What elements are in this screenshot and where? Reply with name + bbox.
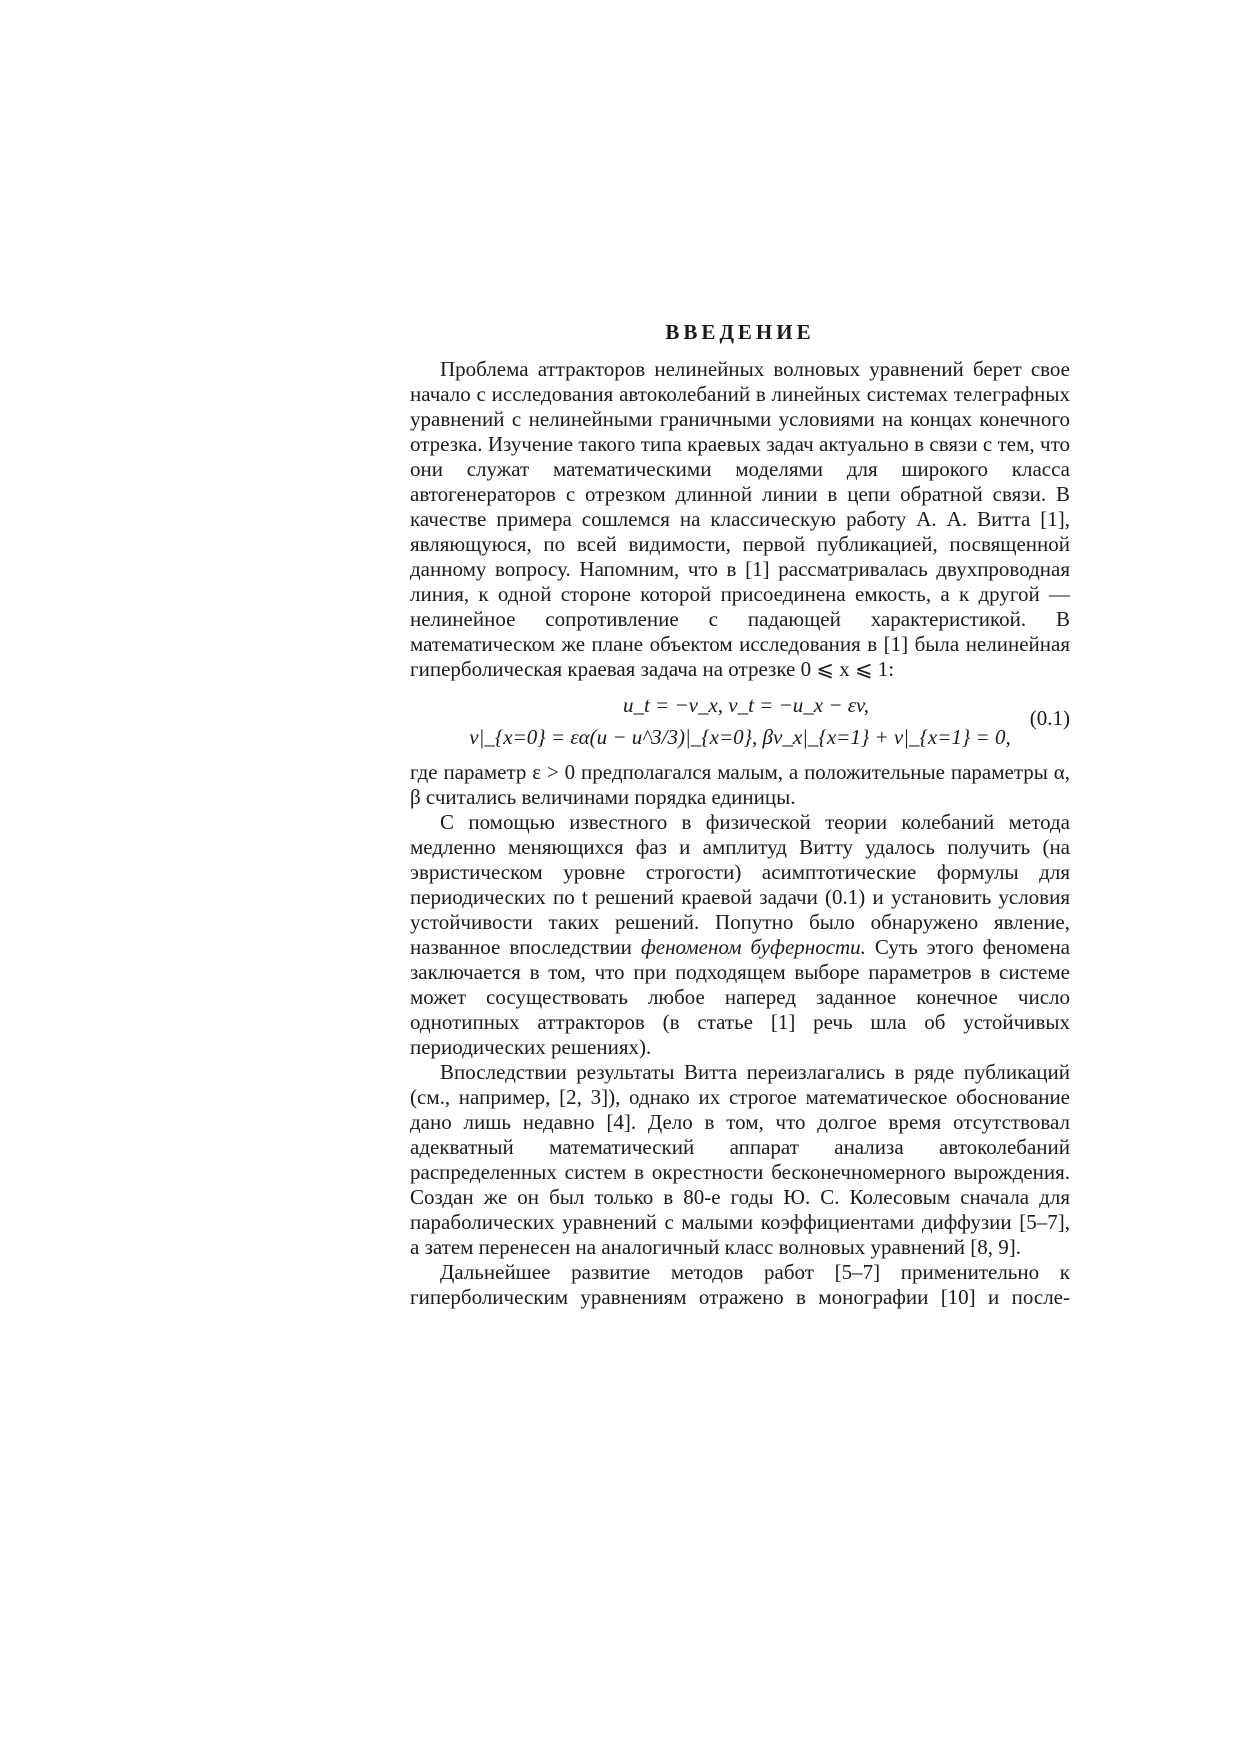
equation-line-1: u_t = −v_x, v_t = −u_x − εv,	[622, 693, 870, 717]
equation-line-2: v|_{x=0} = εα(u − u^3/3)|_{x=0}, βv_x|_{x=1} + v|_{x=1} = 0,	[469, 725, 1011, 749]
paragraph-2: где параметр ε > 0 предполагался малым, а положительные параметры α, β считались величинами порядка единицы.	[410, 760, 1070, 809]
paragraph-3	[410, 810, 1070, 1060]
paragraph-3-start: С помощью известного в физической теории колебаний метода медленно меняющихся фаз и амплитуд Витту удалось получить (на эвристическом уровне строгости) асимптотические формулы для периодических по t решений краевой задачи (0.1) и установить условия устойчивости таких решений. Попутно было обнаружено явление, названное впоследствии	[410, 810, 1070, 959]
paragraph-1: Проблема аттракторов нелинейных волновых уравнений берет свое начало с исследования автоколебаний в линейных системах телеграфных уравнений с нелинейными граничными условиями на концах конечного отрезка. Изучение такого типа краевых задач актуально в связи с тем, что они служат математическими моделями для широкого класса автогенераторов с отрезком длинной линии в цепи обратной связи. В качестве примера сошлемся на классическую работу А. А. Витта [1], являющуюся, по всей видимости, первой публикацией, посвященной данному вопросу. Напомним, что в [1] рассматривалась двухпроводная линия, к одной стороне которой присоединена емкость, а к другой — нелинейное сопротивление с падающей характеристикой. В математическом же плане объектом исследования в [1] была нелинейная гиперболическая краевая задача на отрезке 0 ⩽ x ⩽ 1:	[410, 357, 1070, 681]
section-heading: ВВЕДЕНИЕ	[665, 320, 815, 344]
paragraph-5: Дальнейшее развитие методов работ [5–7] применительно к гиперболическим уравнениям отражено в монографии [10] и после-	[410, 1260, 1070, 1309]
equation-0-1	[410, 688, 1070, 756]
paragraph-3-end: Суть этого феномена заключается в том, что при подходящем выборе параметров в системе может сосуществовать любое наперед заданное конечное число однотипных аттракторов (в статье [1] речь шла об устойчивых периодических решениях).	[410, 935, 1071, 1059]
page-body	[410, 320, 1070, 1310]
paragraph-4: Впоследствии результаты Витта переизлагались в ряде публикаций (см., например, [2, 3]), однако их строгое математическое обоснование дано лишь недавно [4]. Дело в том, что долгое время отсутствовал адекватный математический аппарат анализа автоколебаний распределенных систем в окрестности бесконечномерного вырождения. Создан же он был только в 80-е годы Ю. С. Колесовым сначала для параболических уравнений с малыми коэффициентами диффузии [5–7], а затем перенесен на аналогичный класс волновых уравнений [8, 9].	[410, 1060, 1070, 1259]
buffer-phenomenon-term: феноменом буферности.	[640, 935, 866, 959]
equation-number: (0.1)	[1029, 706, 1070, 730]
